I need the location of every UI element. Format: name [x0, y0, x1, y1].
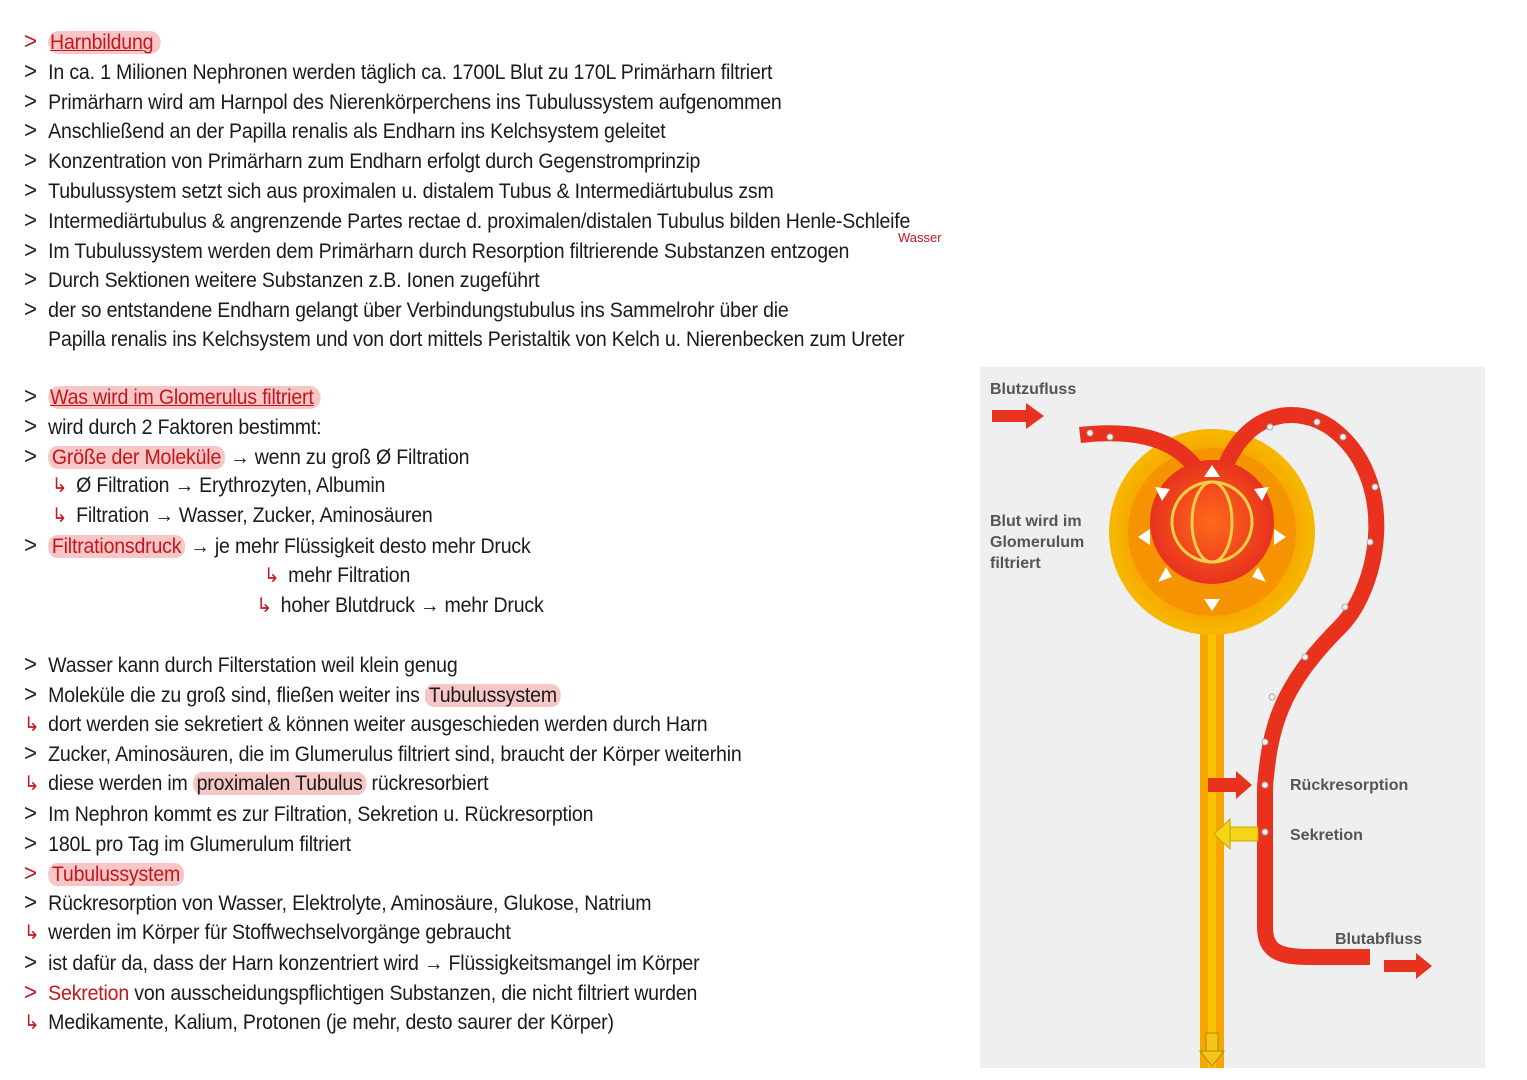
- chevron-icon: >: [24, 740, 37, 768]
- label-secretion: Sekretion: [1290, 827, 1363, 844]
- chevron-icon: >: [24, 948, 37, 976]
- highlight-tubulussystem: Tubulussystem: [425, 684, 561, 707]
- note-line: 180L pro Tag im Glumerulum filtriert: [48, 832, 351, 856]
- note-line: rückresorbiert: [371, 772, 489, 796]
- label-glomerulum: Blut wird im Glomerulum filtriert: [990, 513, 1085, 572]
- note-line: Anschließend an der Papilla renalis als Endharn ins Kelchsystem geleitet: [48, 120, 666, 144]
- note-line: Zucker, Aminosäuren, die im Glumerulus filtriert sind, braucht der Körper weiterhin: [48, 743, 742, 767]
- label-reabsorption: Rückresorption: [1290, 777, 1409, 794]
- hook-arrow-icon: ↳: [24, 713, 40, 736]
- note-line: Rückresorption von Wasser, Elektrolyte, Aminosäure, Glukose, Natrium: [48, 892, 652, 916]
- chevron-icon: >: [24, 206, 37, 234]
- heading-harnbildung: Harnbildung: [48, 31, 161, 54]
- nephron-diagram: [980, 367, 1485, 1068]
- nephron-illustration: [980, 367, 1485, 1068]
- glomerulum: [1150, 460, 1274, 584]
- chevron-icon: >: [24, 117, 37, 145]
- note-line: mehr Filtration: [288, 563, 411, 587]
- note-line: Papilla renalis ins Kelchsystem und von dort mittels Peristaltik von Kelch u. Nierenbecken zum Ureter: [48, 327, 905, 351]
- note-line: hoher Blutdruck → mehr Druck: [280, 593, 544, 617]
- chevron-icon: >: [24, 680, 37, 708]
- hook-arrow-icon: ↳: [51, 475, 68, 498]
- hook-arrow-icon: ↳: [263, 564, 280, 587]
- note-line: wird durch 2 Faktoren bestimmt:: [48, 415, 322, 439]
- hook-arrow-icon: ↳: [256, 594, 272, 617]
- inflow-arrow-icon: [992, 403, 1044, 429]
- section-glomerulus: [24, 382, 583, 620]
- note-line: Durch Sektionen weitere Substanzen z.B. Ionen zugeführt: [48, 269, 540, 293]
- chevron-icon: >: [24, 651, 37, 678]
- note-line: Moleküle die zu groß sind, fließen weiter ins: [48, 683, 420, 707]
- factor-size-label: Größe der Moleküle: [48, 446, 225, 469]
- heading-glomerulus: Was wird im Glomerulus filtriert: [48, 386, 321, 409]
- note-line: Primärharn wird am Harnpol des Nierenkörperchens ins Tubulussystem aufgenommen: [48, 90, 782, 114]
- chevron-icon: >: [24, 266, 37, 294]
- chevron-icon: >: [24, 531, 37, 559]
- chevron-icon: >: [24, 296, 37, 324]
- label-inflow: Blutzufluss: [990, 381, 1077, 398]
- note-line: dort werden sie sekretiert & können weiter ausgeschieden werden durch Harn: [48, 712, 708, 736]
- chevron-icon: >: [24, 412, 37, 440]
- section-tubulus: [24, 650, 796, 1037]
- note-line: der so entstandene Endharn gelangt über Verbindungstubulus ins Sammelrohr über die: [48, 299, 789, 323]
- factor-pressure-label: Filtrationsdruck: [48, 535, 185, 558]
- chevron-icon: >: [24, 829, 37, 857]
- section-harnbildung: [24, 27, 977, 355]
- chevron-icon: >: [24, 889, 37, 917]
- note-line: Intermediärtubulus & angrenzende Partes rectae d. proximalen/distalen Tubulus bilden Henle-Schleife: [48, 209, 911, 233]
- note-line: Tubulussystem setzt sich aus proximalen u. distalem Tubus & Intermediärtubulus zsm: [48, 179, 774, 203]
- annotation-wasser: Wasser: [898, 230, 942, 245]
- chevron-icon: >: [24, 442, 37, 470]
- note-line: Medikamente, Kalium, Protonen (je mehr, desto saurer der Körper): [48, 1010, 614, 1034]
- chevron-icon: >: [24, 28, 37, 55]
- note-line: Ø Filtration → Erythrozyten, Albumin: [76, 474, 386, 498]
- note-line: ist dafür da, dass der Harn konzentriert wird → Flüssigkeitsmangel im Körper: [48, 951, 700, 975]
- note-line: Wasser kann durch Filterstation weil klein genug: [48, 654, 458, 677]
- hook-arrow-icon: ↳: [24, 1011, 40, 1034]
- note-line: Im Nephron kommt es zur Filtration, Sekretion u. Rückresorption: [48, 802, 594, 826]
- chevron-icon: >: [24, 383, 37, 410]
- hook-arrow-icon: ↳: [24, 922, 40, 945]
- chevron-icon: >: [24, 978, 37, 1006]
- note-line: → je mehr Flüssigkeit desto mehr Druck: [190, 534, 531, 558]
- label-outflow: Blutabfluss: [1335, 931, 1423, 948]
- note-line: → wenn zu groß Ø Filtration: [230, 445, 470, 469]
- chevron-icon: >: [24, 57, 37, 85]
- secretion-label: Sekretion: [48, 981, 130, 1005]
- chevron-icon: >: [24, 176, 37, 204]
- hook-arrow-icon: ↳: [24, 773, 40, 796]
- note-line: Konzentration von Primärharn zum Endharn erfolgt durch Gegenstromprinzip: [48, 150, 701, 174]
- chevron-icon: >: [24, 799, 37, 827]
- note-line: Im Tubulussystem werden dem Primärharn durch Resorption filtrierende Substanzen entzogen: [48, 239, 850, 263]
- chevron-icon: >: [24, 147, 37, 175]
- outflow-arrow-icon: [1384, 953, 1432, 979]
- chevron-icon: >: [24, 859, 37, 887]
- note-line: werden im Körper für Stoffwechselvorgänge gebraucht: [48, 921, 511, 945]
- chevron-icon: >: [24, 236, 37, 264]
- note-line: In ca. 1 Milionen Nephronen werden täglich ca. 1700L Blut zu 170L Primärharn filtriert: [48, 60, 773, 84]
- note-line: diese werden im: [48, 772, 188, 796]
- heading-tubulussystem: Tubulussystem: [48, 863, 184, 886]
- chevron-icon: >: [24, 87, 37, 115]
- note-line: von ausscheidungspflichtigen Substanzen, die nicht filtriert wurden: [134, 981, 698, 1005]
- hook-arrow-icon: ↳: [51, 505, 68, 528]
- note-line: Filtration → Wasser, Zucker, Aminosäuren: [76, 504, 433, 528]
- highlight-proximal-tubulus: proximalen Tubulus: [193, 772, 366, 795]
